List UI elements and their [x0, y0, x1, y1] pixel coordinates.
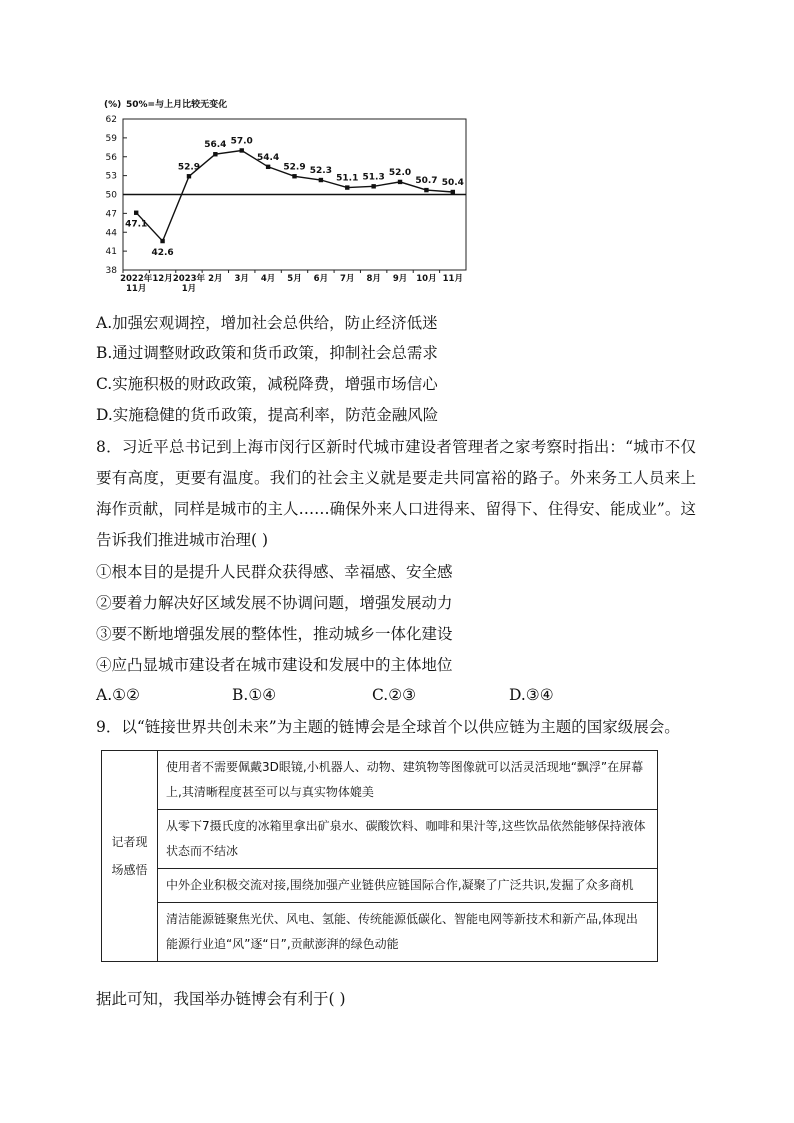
data-label: 51.1 — [336, 173, 359, 184]
y-tick-label: 50 — [105, 190, 117, 201]
data-point — [187, 174, 191, 178]
data-point — [213, 152, 217, 156]
data-point — [240, 148, 244, 152]
x-tick-label: 3月 — [234, 274, 249, 284]
data-label: 57.0 — [230, 136, 253, 147]
x-tick-label: 10月 — [416, 274, 437, 284]
data-point — [398, 180, 402, 184]
data-label: 50.4 — [441, 177, 464, 188]
pmi-line-chart — [96, 92, 476, 302]
table-row: 清洁能源链聚焦光伏、风电、氢能、传统能源低碳化、智能电网等新技术和新产品,体现出能源行业追“风”逐“日”,贡献澎湃的绿色动能 — [158, 903, 658, 962]
q8-option-a: A.①② — [96, 686, 140, 704]
x-tick-label: 2月 — [208, 274, 223, 284]
chart-legend-note: 50%=与上月比较无变化 — [126, 100, 228, 110]
table-header-cell: 记者现场感悟 — [102, 751, 158, 962]
data-point — [345, 185, 349, 189]
data-point — [319, 178, 323, 182]
chart-ylabel: (%) — [104, 100, 122, 110]
reporter-notes-table — [101, 750, 658, 962]
data-label: 56.4 — [204, 140, 227, 151]
x-tick-label: 6月 — [313, 274, 329, 284]
q8-options — [96, 686, 696, 708]
q8-stem: 8．习近平总书记到上海市闵行区新时代城市建设者管理者之家考察时指出：“城市不仅要有高度，更要有温度。我们的社会主义就是要走共同富裕的路子。外来务工人员来上海作贡献，同样是城市的主人……确保外来人口进得来、留得下、住得安、能成业”。这告诉我们推进城市治理( ) — [96, 438, 696, 549]
table-row: 中外企业积极交流对接,围绕加强产业链供应链国际合作,凝聚了广泛共识,发掘了众多商机 — [158, 869, 658, 903]
data-point — [134, 211, 138, 215]
data-label: 42.6 — [151, 248, 174, 259]
data-label: 50.7 — [415, 176, 438, 187]
y-tick-label: 47 — [105, 209, 117, 220]
q7-option-c: C.实施积极的财政政策，减税降费，增强市场信心 — [96, 375, 438, 393]
data-point — [266, 165, 270, 169]
q7-option-b: B.通过调整财政政策和货币政策，抑制社会总需求 — [96, 344, 438, 362]
data-label: 51.3 — [362, 172, 385, 183]
x-tick-label: 11月 — [442, 274, 463, 284]
x-tick-label: 4月 — [260, 274, 276, 284]
data-point — [451, 190, 455, 194]
q9-followup: 据此可知，我国举办链博会有利于( ) — [96, 990, 346, 1008]
q8-option-d: D.③④ — [509, 686, 554, 704]
y-tick-label: 62 — [105, 115, 117, 125]
q8-item-2: ②要着力解决好区域发展不协调问题，增强发展动力 — [96, 594, 453, 612]
q8-item-4: ④应凸显城市建设者在城市建设和发展中的主体地位 — [96, 656, 453, 674]
chart-svg — [96, 92, 476, 302]
q8-option-b: B.①④ — [232, 686, 277, 704]
q9-stem: 9．以“链接世界共创未来”为主题的链博会是全球首个以供应链为主题的国家级展会。 — [96, 718, 680, 736]
y-tick-label: 38 — [105, 266, 117, 276]
x-tick-label: 11月 — [126, 284, 147, 294]
x-tick-label: 2023年 — [172, 274, 206, 284]
x-tick-label: 12月 — [152, 274, 173, 284]
data-label: 52.9 — [283, 162, 306, 173]
y-tick-label: 59 — [105, 133, 117, 144]
table-row: 使用者不需要佩戴3D眼镜,小机器人、动物、建筑物等图像就可以活灵活现地“飘浮”在屏幕上,其清晰程度甚至可以与真实物体媲美 — [158, 751, 658, 810]
table-row: 从零下7摄氏度的冰箱里拿出矿泉水、碳酸饮料、咖啡和果汁等,这些饮品依然能够保持液体状态而不结冰 — [158, 810, 658, 869]
data-label: 52.0 — [388, 167, 412, 178]
q7-option-a: A.加强宏观调控，增加社会总供给，防止经济低迷 — [96, 314, 438, 332]
data-label: 52.3 — [309, 166, 332, 177]
data-label: 47.1 — [125, 219, 148, 230]
x-tick-label: 9月 — [392, 274, 408, 284]
data-point — [424, 188, 428, 192]
x-tick-label: 2022年 — [120, 274, 153, 284]
y-tick-label: 56 — [105, 152, 117, 163]
q8-item-3: ③要不断地增强发展的整体性，推动城乡一体化建设 — [96, 625, 453, 643]
data-point — [371, 184, 375, 188]
data-point — [160, 239, 164, 243]
data-label: 52.9 — [177, 162, 201, 173]
x-tick-label: 7月 — [340, 274, 355, 284]
x-tick-label: 8月 — [366, 274, 381, 284]
data-label: 54.4 — [257, 152, 280, 163]
y-tick-label: 41 — [105, 247, 117, 258]
y-tick-label: 44 — [105, 228, 117, 239]
y-tick-label: 53 — [105, 171, 117, 182]
q8-option-c: C.②③ — [372, 686, 417, 704]
q8-item-1: ①根本目的是提升人民群众获得感、幸福感、安全感 — [96, 563, 453, 581]
q7-option-d: D.实施稳健的货币政策，提高利率，防范金融风险 — [96, 406, 439, 424]
x-tick-label: 5月 — [287, 274, 302, 284]
x-tick-label: 1月 — [181, 284, 197, 294]
data-point — [292, 174, 296, 178]
